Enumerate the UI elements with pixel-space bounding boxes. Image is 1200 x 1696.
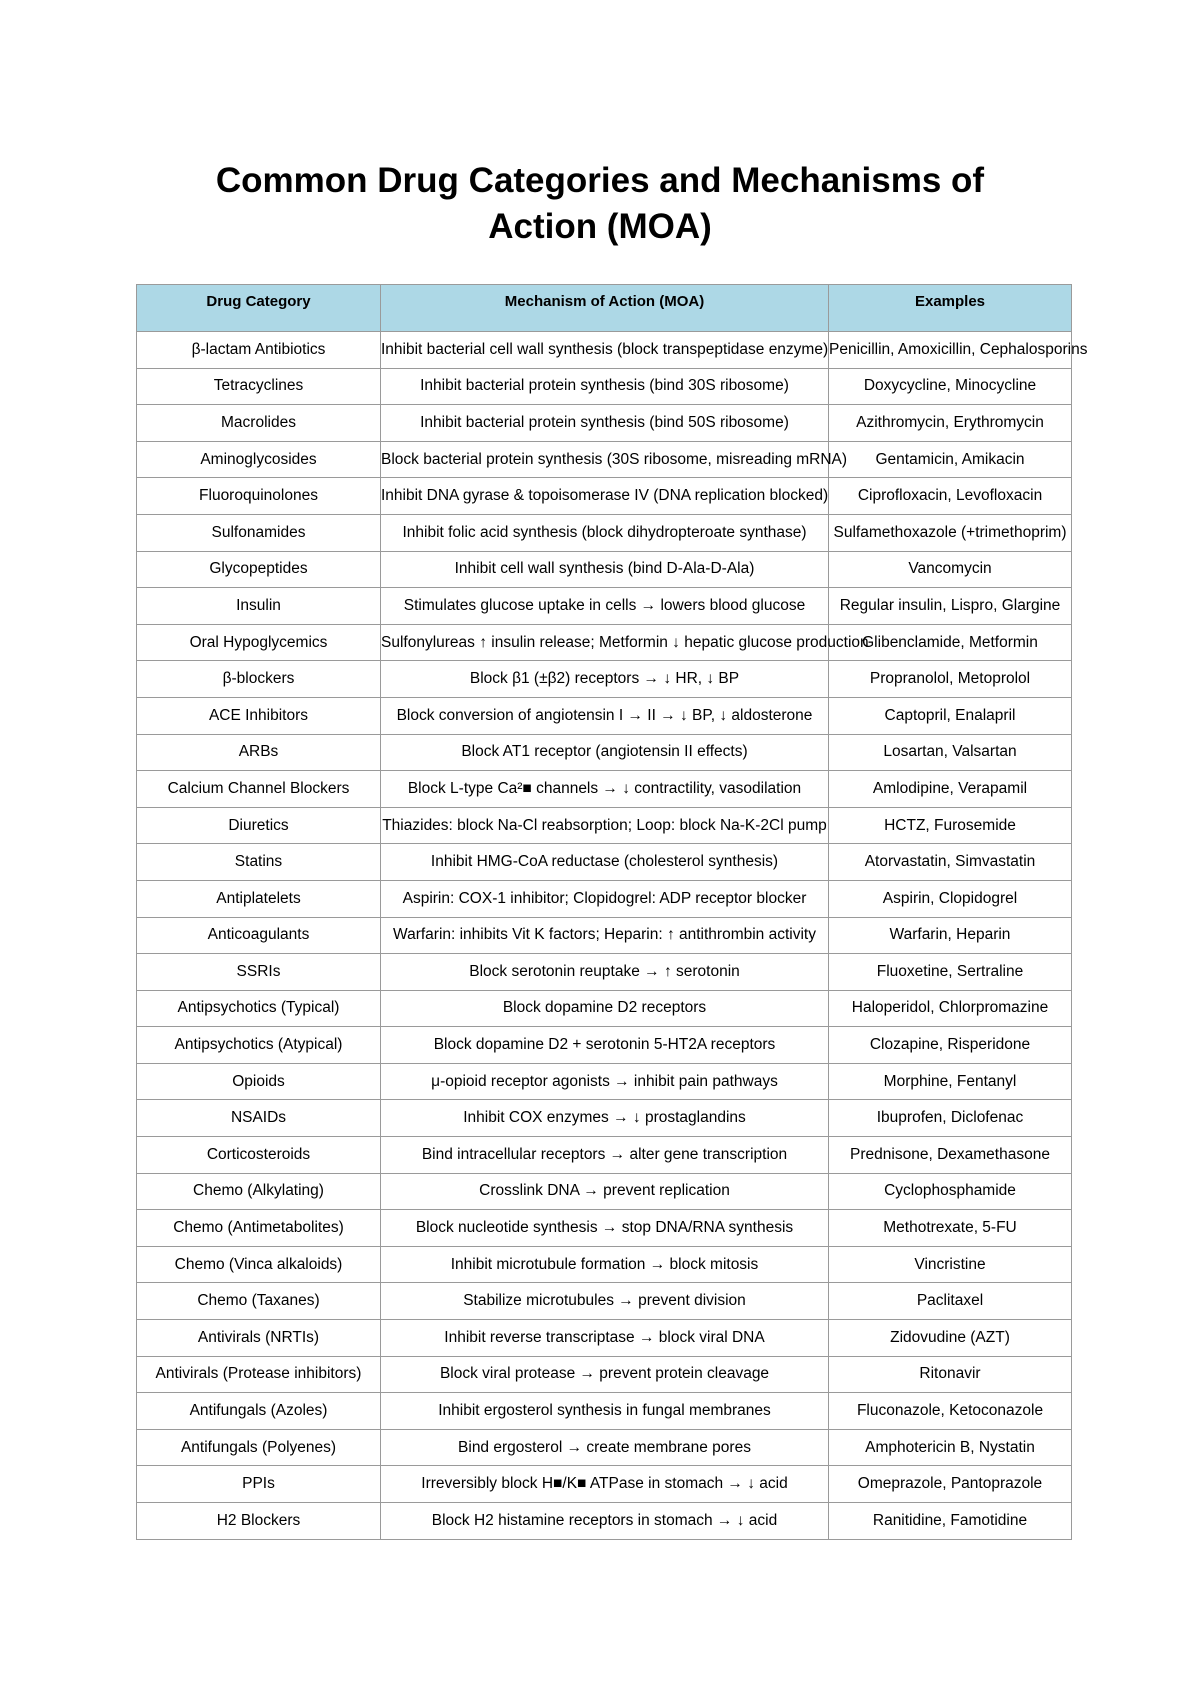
cell-drug-category-text: Antifungals (Azoles) bbox=[189, 1402, 328, 1420]
header-row bbox=[137, 285, 1072, 332]
table-row bbox=[137, 1027, 1072, 1064]
cell-drug-category-text: ACE Inhibitors bbox=[208, 706, 309, 724]
cell-mechanism bbox=[381, 1137, 829, 1174]
cell-examples-text: Propranolol, Metoprolol bbox=[869, 670, 1031, 688]
cell-drug-category bbox=[137, 661, 381, 698]
cell-drug-category-text: Oral Hypoglycemics bbox=[189, 633, 328, 651]
cell-drug-category-text: SSRIs bbox=[236, 962, 281, 980]
cell-drug-category-text: Antivirals (Protease inhibitors) bbox=[155, 1365, 362, 1383]
cell-mechanism-text: Stabilize microtubules → prevent division bbox=[463, 1292, 746, 1310]
cell-examples-text: Amlodipine, Verapamil bbox=[872, 779, 1028, 797]
cell-drug-category-text: Macrolides bbox=[221, 413, 296, 431]
table-row bbox=[137, 588, 1072, 625]
table-row bbox=[137, 332, 1072, 369]
cell-mechanism bbox=[381, 661, 829, 698]
cell-examples-text: Gentamicin, Amikacin bbox=[875, 450, 1025, 468]
cell-examples bbox=[829, 478, 1072, 515]
header-examples: Examples bbox=[829, 285, 1072, 332]
cell-mechanism-text: Inhibit cell wall synthesis (bind D-Ala-D-Ala) bbox=[454, 560, 755, 578]
cell-examples bbox=[829, 624, 1072, 661]
cell-mechanism-text: Block AT1 receptor (angiotensin II effects) bbox=[461, 743, 748, 761]
page-title bbox=[0, 158, 1200, 250]
cell-mechanism-text: Inhibit DNA gyrase & topoisomerase IV (DNA replication blocked) bbox=[381, 487, 829, 505]
cell-drug-category-text: Chemo (Antimetabolites) bbox=[173, 1219, 344, 1237]
cell-examples bbox=[829, 1100, 1072, 1137]
cell-examples-text: Ibuprofen, Diclofenac bbox=[876, 1109, 1024, 1127]
cell-mechanism-text: Inhibit bacterial protein synthesis (bind 30S ribosome) bbox=[420, 377, 789, 395]
cell-examples bbox=[829, 844, 1072, 881]
cell-examples bbox=[829, 1466, 1072, 1503]
cell-mechanism bbox=[381, 1320, 829, 1357]
header-mechanism: Mechanism of Action (MOA) bbox=[381, 285, 829, 332]
cell-mechanism bbox=[381, 771, 829, 808]
cell-drug-category bbox=[137, 478, 381, 515]
cell-drug-category-text: Chemo (Vinca alkaloids) bbox=[174, 1255, 343, 1273]
cell-examples bbox=[829, 1320, 1072, 1357]
cell-mechanism bbox=[381, 368, 829, 405]
table-row bbox=[137, 1503, 1072, 1540]
cell-drug-category-text: Insulin bbox=[236, 596, 281, 614]
cell-mechanism bbox=[381, 1283, 829, 1320]
cell-examples-text: Fluconazole, Ketoconazole bbox=[856, 1402, 1044, 1420]
table-row bbox=[137, 1063, 1072, 1100]
cell-mechanism-text: Block serotonin reuptake → ↑ serotonin bbox=[469, 962, 740, 980]
table-row bbox=[137, 478, 1072, 515]
cell-mechanism bbox=[381, 624, 869, 661]
cell-drug-category bbox=[137, 844, 381, 881]
cell-examples bbox=[829, 405, 1072, 442]
cell-mechanism-text: Block bacterial protein synthesis (30S ribosome, misreading mRNA) bbox=[381, 450, 848, 468]
cell-examples-text: Aspirin, Clopidogrel bbox=[882, 889, 1018, 907]
table-row bbox=[137, 1320, 1072, 1357]
cell-examples-text: Paclitaxel bbox=[916, 1292, 984, 1310]
cell-drug-category bbox=[137, 588, 381, 625]
cell-drug-category-text: Antipsychotics (Atypical) bbox=[174, 1036, 343, 1054]
cell-mechanism-text: Crosslink DNA → prevent replication bbox=[479, 1182, 730, 1200]
cell-mechanism bbox=[381, 514, 829, 551]
cell-mechanism bbox=[381, 1100, 829, 1137]
cell-examples bbox=[829, 332, 1088, 369]
cell-mechanism-text: Inhibit bacterial protein synthesis (bind 50S ribosome) bbox=[420, 413, 789, 431]
cell-drug-category bbox=[137, 441, 381, 478]
cell-examples-text: Azithromycin, Erythromycin bbox=[856, 413, 1044, 431]
table-row bbox=[137, 514, 1072, 551]
cell-mechanism bbox=[381, 478, 829, 515]
drug-table bbox=[136, 284, 1088, 1540]
cell-drug-category bbox=[137, 514, 381, 551]
cell-mechanism-text: Inhibit HMG-CoA reductase (cholesterol synthesis) bbox=[430, 853, 779, 871]
cell-mechanism-text: Block H2 histamine receptors in stomach → ↓ acid bbox=[431, 1511, 778, 1529]
cell-drug-category-text: Antifungals (Polyenes) bbox=[180, 1438, 337, 1456]
cell-drug-category bbox=[137, 1063, 381, 1100]
cell-drug-category-text: Fluoroquinolones bbox=[199, 487, 318, 505]
cell-mechanism-text: Stimulates glucose uptake in cells → lowers blood glucose bbox=[403, 596, 806, 614]
cell-examples-text: Warfarin, Heparin bbox=[889, 926, 1011, 944]
cell-drug-category bbox=[137, 1137, 381, 1174]
cell-mechanism bbox=[381, 1063, 829, 1100]
cell-mechanism bbox=[381, 1466, 829, 1503]
cell-drug-category-text: β-blockers bbox=[222, 670, 295, 688]
cell-mechanism bbox=[381, 1173, 829, 1210]
table-body bbox=[137, 332, 1088, 1540]
cell-examples bbox=[829, 1173, 1072, 1210]
cell-mechanism-text: Block dopamine D2 receptors bbox=[502, 999, 707, 1017]
cell-drug-category-text: Statins bbox=[234, 853, 283, 871]
cell-mechanism-text: Warfarin: inhibits Vit K factors; Heparin: ↑ antithrombin activity bbox=[393, 926, 816, 944]
cell-mechanism-text: Inhibit bacterial cell wall synthesis (block transpeptidase enzyme) bbox=[381, 340, 829, 358]
cell-examples bbox=[829, 990, 1072, 1027]
cell-examples-text: Fluoxetine, Sertraline bbox=[876, 962, 1024, 980]
cell-examples bbox=[829, 1063, 1072, 1100]
cell-mechanism bbox=[381, 332, 829, 369]
cell-drug-category-text: Tetracyclines bbox=[213, 377, 304, 395]
cell-mechanism bbox=[381, 734, 829, 771]
cell-examples-text: Ritonavir bbox=[919, 1365, 981, 1383]
cell-examples bbox=[829, 1210, 1072, 1247]
cell-examples bbox=[829, 734, 1072, 771]
cell-examples bbox=[829, 588, 1072, 625]
cell-examples-text: Sulfamethoxazole (+trimethoprim) bbox=[833, 523, 1067, 541]
table-row bbox=[137, 441, 1072, 478]
table-row bbox=[137, 1356, 1072, 1393]
table-row bbox=[137, 661, 1072, 698]
table-row bbox=[137, 990, 1072, 1027]
table-row bbox=[137, 1246, 1072, 1283]
cell-drug-category-text: β-lactam Antibiotics bbox=[191, 340, 326, 358]
cell-drug-category-text: Sulfonamides bbox=[211, 523, 306, 541]
cell-examples-text: Ciprofloxacin, Levofloxacin bbox=[857, 487, 1043, 505]
cell-drug-category bbox=[137, 1027, 381, 1064]
cell-drug-category bbox=[137, 551, 381, 588]
cell-examples bbox=[829, 697, 1072, 734]
cell-examples-text: Regular insulin, Lispro, Glargine bbox=[839, 596, 1061, 614]
cell-examples bbox=[829, 1246, 1072, 1283]
cell-examples-text: Ranitidine, Famotidine bbox=[872, 1511, 1028, 1529]
cell-drug-category bbox=[137, 734, 381, 771]
table-header bbox=[137, 285, 1072, 332]
cell-drug-category bbox=[137, 1466, 381, 1503]
cell-examples-text: Clozapine, Risperidone bbox=[869, 1036, 1031, 1054]
cell-mechanism-text: Block nucleotide synthesis → stop DNA/RNA synthesis bbox=[415, 1219, 794, 1237]
cell-mechanism bbox=[381, 551, 829, 588]
cell-drug-category bbox=[137, 1503, 381, 1540]
cell-drug-category-text: H2 Blockers bbox=[216, 1511, 301, 1529]
cell-mechanism-text: Block L-type Ca²■ channels → ↓ contractility, vasodilation bbox=[407, 779, 802, 797]
cell-drug-category-text: Chemo (Alkylating) bbox=[193, 1182, 324, 1200]
cell-examples bbox=[829, 1393, 1072, 1430]
cell-mechanism-text: Sulfonylureas ↑ insulin release; Metformin ↓ hepatic glucose production bbox=[381, 633, 869, 651]
cell-mechanism bbox=[381, 880, 829, 917]
cell-mechanism-text: Block conversion of angiotensin I → II → ↓ BP, ↓ aldosterone bbox=[396, 706, 813, 724]
cell-drug-category bbox=[137, 807, 381, 844]
table-row bbox=[137, 405, 1072, 442]
cell-drug-category bbox=[137, 1393, 381, 1430]
page-title-line-1: Common Drug Categories and Mechanisms of bbox=[215, 161, 985, 200]
cell-examples bbox=[829, 1027, 1072, 1064]
cell-drug-category bbox=[137, 880, 381, 917]
table-row bbox=[137, 954, 1072, 991]
table-row bbox=[137, 771, 1072, 808]
cell-mechanism-text: Irreversibly block H■/K■ ATPase in stomach → ↓ acid bbox=[421, 1475, 788, 1493]
cell-drug-category-text: Chemo (Taxanes) bbox=[197, 1292, 320, 1310]
header-drug-category: Drug Category bbox=[137, 285, 381, 332]
cell-mechanism bbox=[381, 1027, 829, 1064]
cell-mechanism bbox=[381, 807, 829, 844]
cell-mechanism bbox=[381, 1210, 829, 1247]
cell-examples bbox=[829, 954, 1072, 991]
cell-drug-category bbox=[137, 917, 381, 954]
cell-examples-text: Atorvastatin, Simvastatin bbox=[864, 853, 1036, 871]
table-row bbox=[137, 1466, 1072, 1503]
cell-drug-category bbox=[137, 1429, 381, 1466]
cell-drug-category bbox=[137, 697, 381, 734]
cell-mechanism-text: Inhibit reverse transcriptase → block viral DNA bbox=[444, 1328, 765, 1346]
cell-mechanism bbox=[381, 844, 829, 881]
cell-examples bbox=[829, 661, 1072, 698]
cell-drug-category-text: Corticosteroids bbox=[206, 1145, 311, 1163]
table-row bbox=[137, 368, 1072, 405]
cell-drug-category bbox=[137, 1100, 381, 1137]
cell-drug-category bbox=[137, 368, 381, 405]
cell-mechanism bbox=[381, 917, 829, 954]
cell-examples bbox=[829, 807, 1072, 844]
cell-examples bbox=[829, 514, 1072, 551]
cell-examples-text: Zidovudine (AZT) bbox=[890, 1328, 1010, 1346]
cell-examples-text: Prednisone, Dexamethasone bbox=[850, 1145, 1050, 1163]
cell-drug-category-text: Antiplatelets bbox=[216, 889, 301, 907]
cell-examples bbox=[829, 771, 1072, 808]
cell-mechanism bbox=[381, 697, 829, 734]
cell-examples-text: Amphotericin B, Nystatin bbox=[865, 1438, 1035, 1456]
cell-examples bbox=[829, 368, 1072, 405]
cell-examples-text: Captopril, Enalapril bbox=[884, 706, 1016, 724]
cell-examples-text: Losartan, Valsartan bbox=[883, 743, 1017, 761]
cell-drug-category-text: Glycopeptides bbox=[209, 560, 308, 578]
cell-drug-category-text: Calcium Channel Blockers bbox=[167, 779, 350, 797]
cell-mechanism-text: Inhibit folic acid synthesis (block dihydropteroate synthase) bbox=[402, 523, 807, 541]
table-row bbox=[137, 1283, 1072, 1320]
cell-mechanism bbox=[381, 405, 829, 442]
cell-examples-text: Penicillin, Amoxicillin, Cephalosporins bbox=[829, 340, 1088, 358]
cell-mechanism bbox=[381, 441, 848, 478]
table-row bbox=[137, 844, 1072, 881]
cell-examples bbox=[829, 880, 1072, 917]
cell-drug-category bbox=[137, 332, 381, 369]
cell-drug-category bbox=[137, 1246, 381, 1283]
cell-mechanism-text: Inhibit ergosterol synthesis in fungal membranes bbox=[438, 1402, 771, 1420]
cell-examples-text: Morphine, Fentanyl bbox=[883, 1072, 1017, 1090]
table-row bbox=[137, 697, 1072, 734]
cell-drug-category-text: Aminoglycosides bbox=[200, 450, 317, 468]
cell-drug-category bbox=[137, 1320, 381, 1357]
cell-mechanism-text: Block viral protease → prevent protein cleavage bbox=[439, 1365, 770, 1383]
cell-drug-category-text: Anticoagulants bbox=[207, 926, 310, 944]
cell-drug-category-text: NSAIDs bbox=[230, 1109, 287, 1127]
cell-drug-category-text: ARBs bbox=[238, 743, 279, 761]
cell-mechanism bbox=[381, 1429, 829, 1466]
table-row bbox=[137, 917, 1072, 954]
table-row bbox=[137, 807, 1072, 844]
cell-mechanism-text: Block dopamine D2 + serotonin 5-HT2A receptors bbox=[433, 1036, 776, 1054]
cell-mechanism-text: Bind intracellular receptors → alter gene transcription bbox=[421, 1145, 788, 1163]
cell-examples bbox=[829, 1137, 1072, 1174]
cell-mechanism bbox=[381, 1503, 829, 1540]
table-row bbox=[137, 1100, 1072, 1137]
cell-mechanism bbox=[381, 588, 829, 625]
table-row bbox=[137, 624, 1072, 661]
cell-drug-category-text: Antivirals (NRTIs) bbox=[197, 1328, 320, 1346]
cell-mechanism bbox=[381, 990, 829, 1027]
cell-drug-category-text: Antipsychotics (Typical) bbox=[177, 999, 340, 1017]
cell-examples bbox=[829, 1429, 1072, 1466]
cell-mechanism-text: Thiazides: block Na-Cl reabsorption; Loop: block Na-K-2Cl pump bbox=[382, 816, 827, 834]
cell-mechanism-text: Inhibit microtubule formation → block mitosis bbox=[450, 1255, 759, 1273]
table-row bbox=[137, 1173, 1072, 1210]
cell-mechanism bbox=[381, 1246, 829, 1283]
cell-mechanism bbox=[381, 954, 829, 991]
table-row bbox=[137, 880, 1072, 917]
cell-mechanism-text: Bind ergosterol → create membrane pores bbox=[458, 1438, 751, 1456]
cell-examples-text: Methotrexate, 5-FU bbox=[883, 1219, 1017, 1237]
cell-examples-text: Haloperidol, Chlorpromazine bbox=[851, 999, 1049, 1017]
table-row bbox=[137, 1137, 1072, 1174]
table-row bbox=[137, 1429, 1072, 1466]
cell-drug-category bbox=[137, 1283, 381, 1320]
cell-drug-category-text: PPIs bbox=[242, 1475, 275, 1493]
cell-drug-category bbox=[137, 1356, 381, 1393]
cell-drug-category bbox=[137, 771, 381, 808]
cell-examples bbox=[829, 1503, 1072, 1540]
cell-mechanism-text: μ-opioid receptor agonists → inhibit pain pathways bbox=[431, 1072, 778, 1090]
cell-examples bbox=[829, 551, 1072, 588]
table-row bbox=[137, 551, 1072, 588]
cell-drug-category bbox=[137, 1173, 381, 1210]
cell-examples-text: Omeprazole, Pantoprazole bbox=[857, 1475, 1043, 1493]
cell-examples-text: Vancomycin bbox=[908, 560, 992, 578]
cell-drug-category bbox=[137, 624, 381, 661]
cell-examples-text: Glibenclamide, Metformin bbox=[862, 633, 1038, 651]
cell-mechanism bbox=[381, 1356, 829, 1393]
cell-drug-category bbox=[137, 405, 381, 442]
cell-drug-category bbox=[137, 990, 381, 1027]
table-row bbox=[137, 1393, 1072, 1430]
cell-examples-text: Vincristine bbox=[914, 1255, 986, 1273]
cell-examples-text: HCTZ, Furosemide bbox=[884, 816, 1016, 834]
table-row bbox=[137, 734, 1072, 771]
table-row bbox=[137, 1210, 1072, 1247]
cell-examples-text: Doxycycline, Minocycline bbox=[863, 377, 1037, 395]
cell-mechanism bbox=[381, 1393, 829, 1430]
cell-mechanism-text: Inhibit COX enzymes → ↓ prostaglandins bbox=[463, 1109, 746, 1127]
page-title-line-2: Action (MOA) bbox=[488, 207, 712, 246]
cell-examples bbox=[829, 441, 1072, 478]
cell-drug-category-text: Opioids bbox=[232, 1072, 285, 1090]
cell-mechanism-text: Block β1 (±β2) receptors → ↓ HR, ↓ BP bbox=[469, 670, 740, 688]
cell-examples bbox=[829, 1283, 1072, 1320]
cell-examples-text: Cyclophosphamide bbox=[884, 1182, 1016, 1200]
cell-drug-category bbox=[137, 954, 381, 991]
cell-examples bbox=[829, 1356, 1072, 1393]
cell-drug-category-text: Diuretics bbox=[228, 816, 289, 834]
cell-examples bbox=[829, 917, 1072, 954]
cell-drug-category bbox=[137, 1210, 381, 1247]
cell-mechanism-text: Aspirin: COX-1 inhibitor; Clopidogrel: ADP receptor blocker bbox=[402, 889, 807, 907]
